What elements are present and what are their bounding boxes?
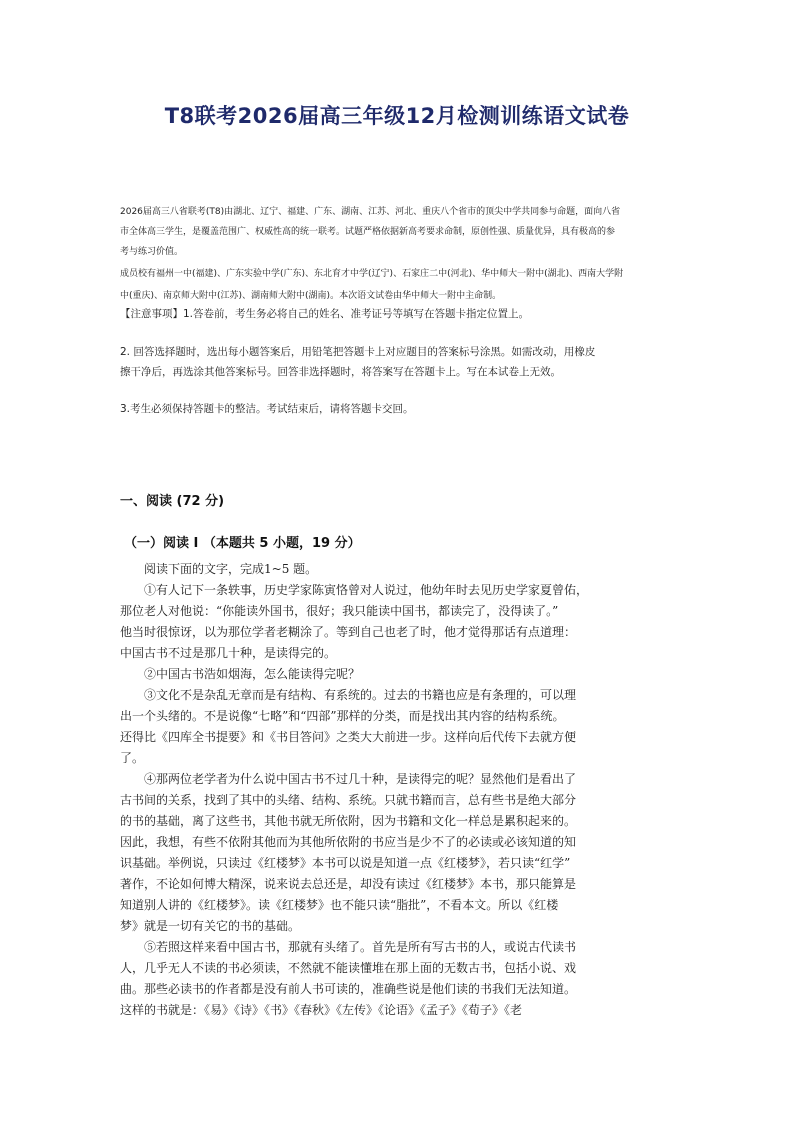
- passage-line: ①有人记下一条轶事，历史学家陈寅恪曾对人说过，他幼年时去见历史学家夏曾佑，: [120, 583, 589, 597]
- document-title: T8联考2026届高三年级12月检测训练语文试卷: [164, 104, 630, 128]
- passage-line: ⑤若照这样来看中国古书，那就有头绪了。首先是所有写古书的人，或说古代读书: [120, 940, 577, 954]
- reading-passage: [120, 559, 682, 1021]
- notice-line-2a: 2. 回答选择题时，选出每小题答案后，用铅笔把答题卡上对应题目的答案标号涂黑。如需改动，用橡皮: [120, 346, 596, 358]
- passage-line: 的书的基础，离了这些书，其他书就无所依附，因为书籍和文化一样总是累积起来的。: [120, 814, 577, 828]
- passage-line: 曲。那些必读书的作者都是没有前人书可读的，准确些说是他们读的书我们无法知道。: [120, 982, 577, 996]
- notice-line-2b: 擦干净后，再选涂其他答案标号。回答非选择题时，将答案写在答题卡上。写在本试卷上无效。: [120, 366, 561, 378]
- intro-line: 考与练习价值。: [120, 247, 184, 257]
- passage-line: ④那两位老学者为什么说中国古书不过几十种，是读得完的呢？显然他们是看出了: [120, 772, 577, 786]
- intro-line: 中(重庆)、南京师大附中(江苏)、湖南师大附中(湖南)。本次语文试卷由华中师大一附中主命制。: [120, 291, 502, 301]
- subsection-heading: （一）阅读 I （本题共 5 小题，19 分）: [124, 536, 361, 551]
- notice-line-3: 3.考生必须保持答题卡的整洁。考试结束后，请将答题卡交回。: [120, 403, 414, 415]
- notice-line-1: 【注意事项】1.答卷前，考生务必将自己的姓名、准考证号等填写在答题卡指定位置上。: [120, 308, 530, 320]
- passage-line: 这样的书就是：《易》《诗》《书》《春秋》《左传》《论语》《孟子》《荀子》《老: [120, 1003, 523, 1017]
- passage-line: 梦》就是一切有关它的书的基础。: [120, 919, 301, 933]
- passage-line: 那位老人对他说：“你能读外国书，很好；我只能读中国书，都读完了，没得读了。”: [120, 604, 559, 618]
- passage-line: 了。: [120, 751, 145, 765]
- intro-line: 成员校有福州一中(福建)、广东实验中学(广东)、东北育才中学(辽宁)、石家庄二中(河北)、华中师大一附中(湖北)、西南大学附: [120, 269, 624, 279]
- passage-line: 人，几乎无人不读的书必须读，不然就不能读懂堆在那上面的无数古书，包括小说、戏: [120, 961, 577, 975]
- passage-line: 还得比《四库全书提要》和《书目答问》之类大大前进一步。这样向后代传下去就方便: [120, 730, 577, 744]
- passage-line: 知道别人讲的《红楼梦》。读《红楼梦》也不能只读“脂批”，不看本文。所以《红楼: [120, 898, 559, 912]
- passage-line: 中国古书不过是那几十种，是读得完的。: [120, 646, 337, 660]
- section-heading: 一、阅读 (72 分): [120, 494, 225, 509]
- passage-line: 因此，我想，有些不依附其他而为其他所依附的书应当是少不了的必读或必该知道的知: [120, 835, 577, 849]
- passage-line: 古书间的关系，找到了其中的头绪、结构、系统。只就书籍而言，总有些书是绝大部分: [120, 793, 577, 807]
- intro-line: 2026届高三八省联考(T8)由湖北、辽宁、福建、广东、湖南、江苏、河北、重庆八个省市的顶尖中学共同参与命题，面向八省: [120, 207, 621, 217]
- intro-line: 市全体高三学生，是覆盖范围广、权威性高的统一联考。试题严格依据新高考要求命制，原创性强、质量优异，具有极高的参: [120, 227, 616, 237]
- passage-line: 阅读下面的文字，完成1~5 题。: [120, 562, 318, 576]
- passage-line: ②中国古书浩如烟海，怎么能读得完呢？: [120, 667, 361, 681]
- passage-line: 著作，不论如何博大精深，说来说去总还是，却没有读过《红楼梦》本书，那只能算是: [120, 877, 577, 891]
- passage-line: 出一个头绪的。不是说像“七略”和“四部”那样的分类，而是找出其内容的结构系统。: [120, 709, 565, 723]
- passage-line: 识基础。举例说，只读过《红楼梦》本书可以说是知道一点《红楼梦》，若只读“红学”: [120, 856, 571, 870]
- passage-line: ③文化不是杂乱无章而是有结构、有系统的。过去的书籍也应是有条理的，可以理: [120, 688, 577, 702]
- passage-line: 他当时很惊讶，以为那位学者老糊涂了。等到自己也老了时，他才觉得那话有点道理：: [120, 625, 577, 639]
